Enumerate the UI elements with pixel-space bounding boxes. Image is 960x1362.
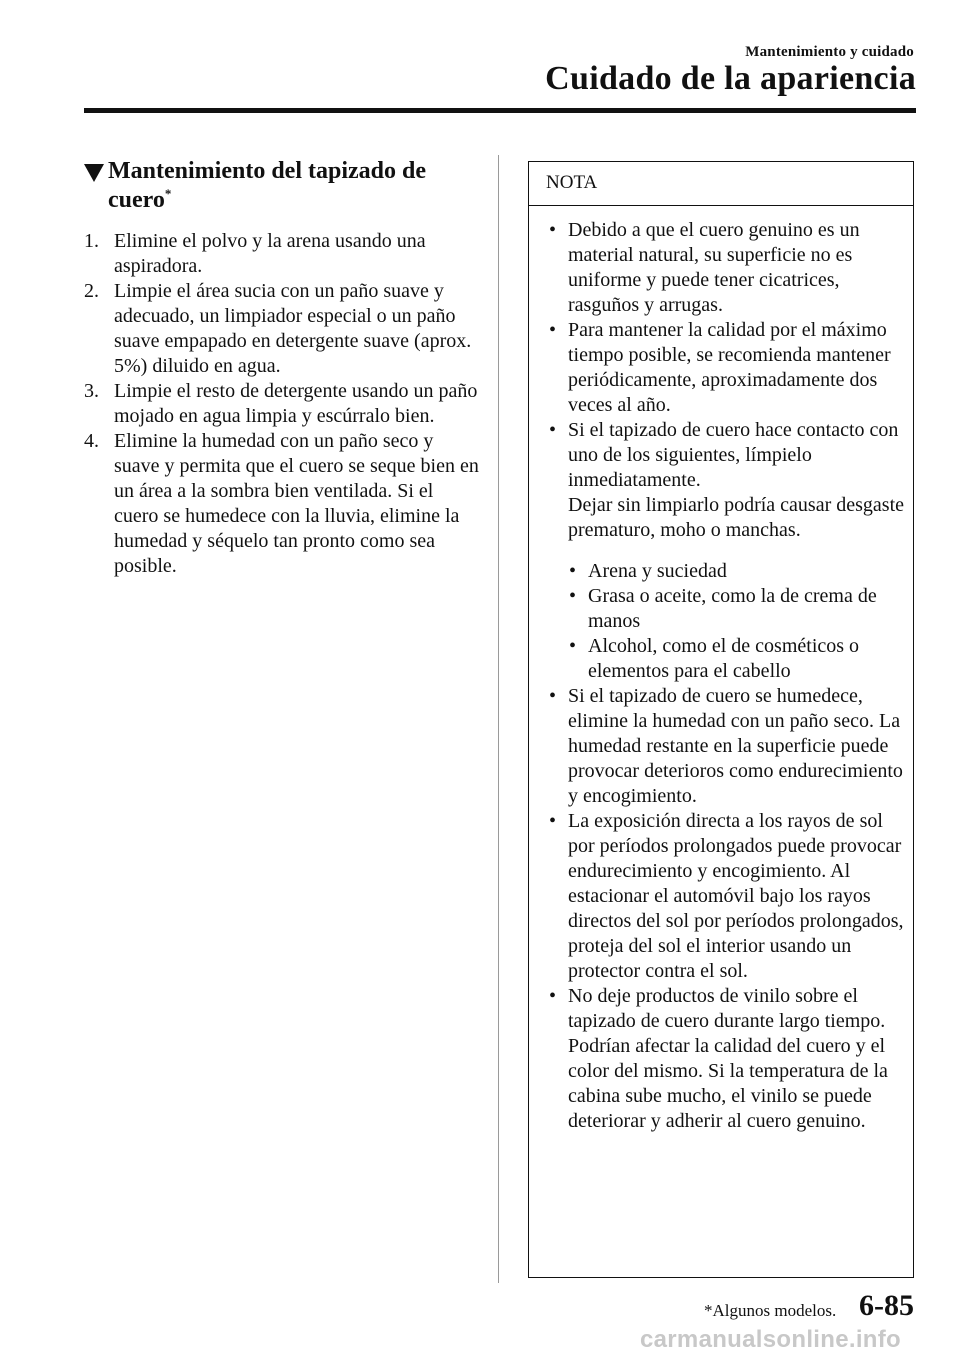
column-divider [498, 155, 499, 1283]
note-body [529, 206, 913, 1134]
step-text: Elimine el polvo y la arena usando una aspiradora. [114, 230, 426, 277]
sub-bullet-text: Arena y suciedad [588, 560, 727, 582]
bullet-dot: • [549, 419, 557, 441]
note-bullet-text: Para mantener la calidad por el máximo tiempo posible, se recomienda mantener periódicamente, aproximadamente dos veces al año. [568, 319, 891, 416]
triangle-down-icon [84, 164, 104, 182]
steps-list [84, 229, 480, 579]
bullet-dot: • [549, 985, 557, 1007]
list-item [84, 279, 480, 379]
bullet-dot: • [569, 560, 577, 582]
step-text: Limpie el resto de detergente usando un paño mojado en agua limpia y escúrralo bien. [114, 380, 478, 427]
bullet-dot: • [569, 635, 577, 657]
note-bullet-extra-text: Dejar sin limpiarlo podría causar desgaste prematuro, moho o manchas. [568, 494, 904, 541]
note-bullet-text: Si el tapizado de cuero se humedece, elimine la humedad con un paño seco. La humedad restante en la superficie puede provocar deterioros como endurecimiento y encogimiento. [568, 685, 903, 807]
note-bullet-text: Debido a que el cuero genuino es un material natural, su superficie no es uniforme y puede tener cicatrices, rasguños y arrugas. [568, 219, 860, 316]
note-box [528, 161, 914, 1278]
note-bullet [529, 218, 913, 318]
note-bullet-text: No deje productos de vinilo sobre el tapizado de cuero durante largo tiempo. Podrían afectar la calidad del cuero y el color del mismo. Si la temperatura de la cabina sube mucho, el vinilo se puede deteriorar y adherir al cuero genuino. [568, 985, 888, 1132]
step-text: Elimine la humedad con un paño seco y suave y permita que el cuero se seque bien en un área a la sombra bien ventilada. Si el cuero se humedece con la lluvia, elimine la humedad y séquelo tan pronto como sea posible. [114, 430, 479, 577]
sub-bullet-list [529, 559, 913, 684]
list-item [84, 379, 480, 429]
note-bullet [529, 418, 913, 543]
bullet-dot: • [549, 219, 557, 241]
sub-bullet-text: Grasa o aceite, como la de crema de manos [588, 585, 877, 632]
note-bullet [529, 684, 913, 809]
sub-bullet [529, 559, 913, 584]
sub-bullet-text: Alcohol, como el de cosméticos o elementos para el cabello [588, 635, 860, 682]
watermark: carmanualsonline.info [640, 1326, 902, 1353]
step-number: 3. [84, 380, 99, 402]
header-rule [84, 108, 916, 113]
note-bullet-text: Si el tapizado de cuero hace contacto con uno de los siguientes, límpielo inmediatamente. [568, 419, 899, 491]
note-bullet [529, 809, 913, 984]
step-number: 2. [84, 280, 99, 302]
step-number: 4. [84, 430, 99, 452]
note-bullet [529, 318, 913, 418]
section-heading-text: Mantenimiento del tapizado de cuero [108, 158, 426, 213]
bullet-dot: • [549, 685, 557, 707]
list-item [84, 229, 480, 279]
page-number: 6-85 [859, 1289, 914, 1322]
note-bullet [529, 984, 913, 1134]
note-header: NOTA [529, 162, 913, 206]
note-bullet-text: La exposición directa a los rayos de sol por períodos prolongados puede provocar endurecimiento y encogimiento. Al estacionar el automóvil bajo los rayos directos del sol por períodos prolongados, proteja del sol el interior usando un protector contra el sol. [568, 810, 904, 982]
bullet-dot: • [569, 585, 577, 607]
heading-asterisk: * [164, 186, 172, 201]
left-column [84, 157, 480, 579]
sub-bullet [529, 634, 913, 684]
bullet-dot: • [549, 319, 557, 341]
section-heading [84, 157, 480, 215]
list-item [84, 429, 480, 579]
step-number: 1. [84, 230, 99, 252]
header-section-label: Mantenimiento y cuidado [745, 44, 914, 60]
footnote: *Algunos modelos. [704, 1301, 837, 1320]
bullet-dot: • [549, 810, 557, 832]
step-text: Limpie el área sucia con un paño suave y adecuado, un limpiador especial o un paño suave empapado en detergente suave (aprox. 5%) diluido en agua. [114, 280, 472, 377]
page-title: Cuidado de la apariencia [545, 60, 916, 97]
sub-bullet [529, 584, 913, 634]
